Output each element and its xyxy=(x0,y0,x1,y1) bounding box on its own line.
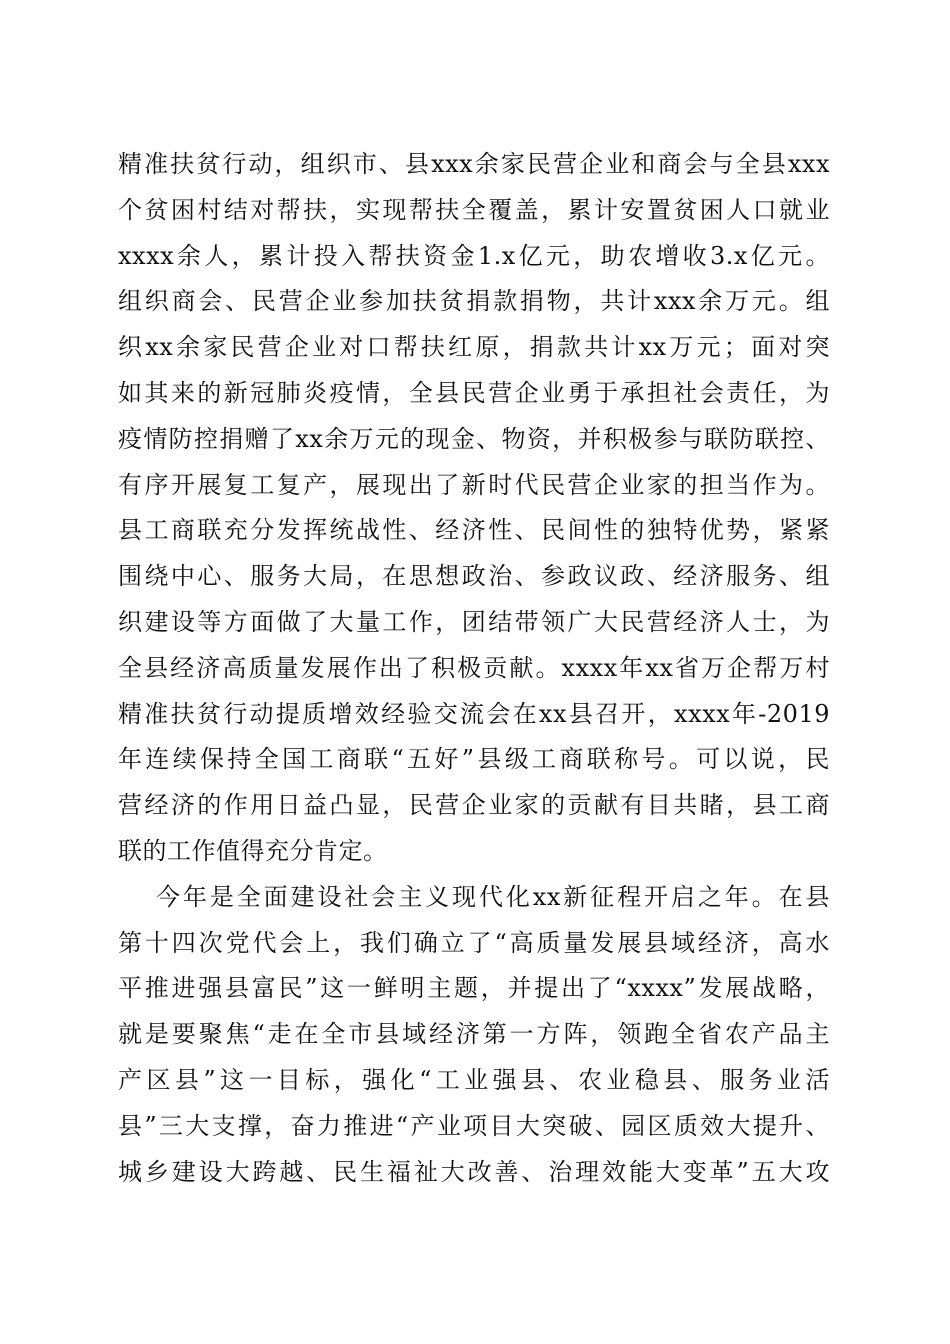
text-line-19: 平推进强县富民”这一鲜明主题，并提出了“xxxx”发展战略， xyxy=(118,974,830,1003)
text-line-16: 联的工作值得充分肯定。 xyxy=(118,836,388,865)
text-line-13: 精准扶贫行动提质增效经验交流会在xx县召开，xxxx年-2019 xyxy=(118,699,830,728)
body-text xyxy=(118,142,830,1195)
text-line-22: 县”三大支撑，奋力推进“产业项目大突破、园区质效大提升、 xyxy=(118,1111,830,1140)
text-line-17: 今年是全面建设社会主义现代化xx新征程开启之年。在县 xyxy=(156,882,830,911)
text-line-10: 围绕中心、服务大局，在思想政治、参政议政、经济服务、组 xyxy=(118,562,830,591)
text-line-3: xxxx余人，累计投入帮扶资金1.x亿元，助农增收3.x亿元。 xyxy=(118,241,830,270)
text-line-5: 织xx余家民营企业对口帮扶红原，捐款共计xx万元；面对突 xyxy=(118,333,830,362)
text-line-12: 全县经济高质量发展作出了积极贡献。xxxx年xx省万企帮万村 xyxy=(118,653,830,682)
text-line-21: 产区县”这一目标，强化“工业强县、农业稳县、服务业活 xyxy=(118,1065,830,1094)
text-line-8: 有序开展复工复产，展现出了新时代民营企业家的担当作为。 xyxy=(118,470,830,499)
text-line-11: 织建设等方面做了大量工作，团结带领广大民营经济人士，为 xyxy=(118,607,830,636)
text-line-7: 疫情防控捐赠了xx余万元的现金、物资，并积极参与联防联控、 xyxy=(118,424,830,453)
text-line-14: 年连续保持全国工商联“五好”县级工商联称号。可以说，民 xyxy=(118,745,830,774)
text-line-20: 就是要聚焦“走在全市县域经济第一方阵，领跑全省农产品主 xyxy=(118,1020,830,1049)
text-line-6: 如其来的新冠肺炎疫情，全县民营企业勇于承担社会责任，为 xyxy=(118,378,830,407)
text-line-1: 精准扶贫行动，组织市、县xxx余家民营企业和商会与全县xxx xyxy=(118,150,830,178)
text-line-4: 组织商会、民营企业参加扶贫捐款捐物，共计xxx余万元。组 xyxy=(118,287,830,316)
text-line-15: 营经济的作用日益凸显，民营企业家的贡献有目共睹，县工商 xyxy=(118,791,830,820)
text-line-18: 第十四次党代会上，我们确立了“高质量发展县域经济，高水 xyxy=(118,928,830,957)
text-line-2: 个贫困村结对帮扶，实现帮扶全覆盖，累计安置贫困人口就业 xyxy=(118,195,830,224)
text-line-23: 城乡建设大跨越、民生福祉大改善、治理效能大变革”五大攻 xyxy=(118,1157,830,1186)
text-line-9: 县工商联充分发挥统战性、经济性、民间性的独特优势，紧紧 xyxy=(118,516,830,545)
